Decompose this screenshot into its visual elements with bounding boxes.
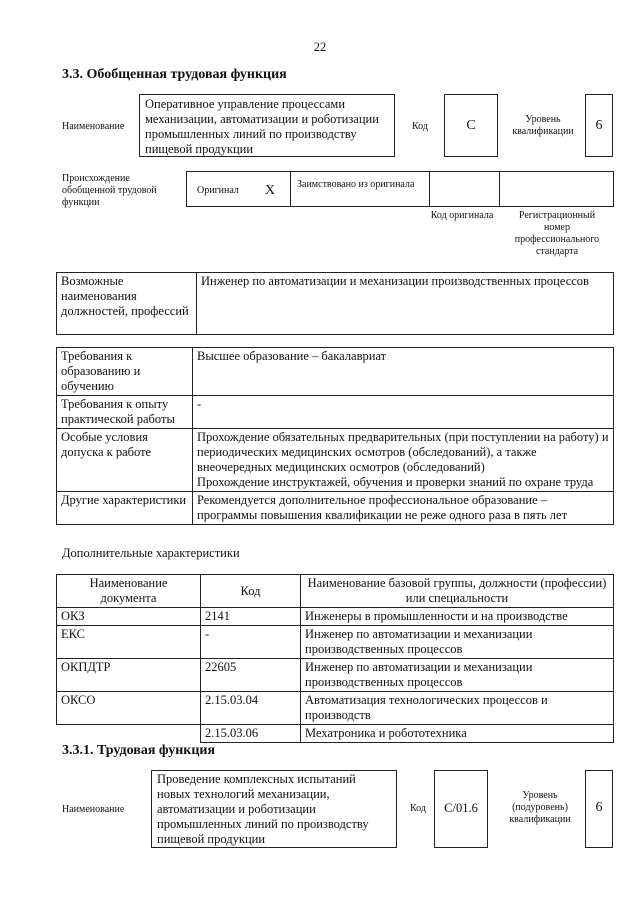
level-label: Уровень (подуровень) квалификации [509,790,571,825]
table-row [57,659,614,692]
requirement-label: Другие характеристики [57,492,193,525]
requirement-label: Особые условия допуска к работе [57,429,193,492]
name-cell: Инженер по автоматизации и механизации производственных процессов [301,659,614,692]
name-label: Наименование [62,804,125,815]
level-box [585,94,613,157]
positions-value: Инженер по автоматизации и механизации производственных процессов [197,273,614,335]
code-cell: 2.15.03.04 [201,692,301,725]
section-heading: 3.3. Обобщенная трудовая функция [62,67,287,82]
table-row [57,725,614,743]
doc-cell: ОКПДТР [57,659,201,692]
requirement-row [57,396,614,429]
requirements-table [56,347,614,525]
requirement-value: - [193,396,614,429]
positions-table [56,272,614,335]
requirement-value [193,429,614,492]
name-cell: Инженеры в промышленности и на производстве [301,608,614,626]
origin-table [186,171,614,207]
code-box [444,94,498,157]
name-value: Оперативное управление процессами механизации, автоматизации и роботизации промышленных линий по производству пищевой продукции [139,94,395,157]
origin-divider-3 [499,171,500,207]
reg-caption: Регистрационный номер профессионального стандарта [514,210,600,257]
borrowed-label: Заимствовано из оригинала [297,179,415,190]
origin-label: Происхождение обобщенной трудовой функции [62,173,157,208]
code-label: Код [410,803,426,814]
additional-header-row [57,575,614,608]
level-box [585,770,613,848]
code-box [434,770,488,848]
name-label: Наименование [62,121,125,132]
requirement-row [57,492,614,525]
additional-table [56,574,614,743]
level-label: Уровень квалификации [512,114,574,137]
code-value: C/01.6 [444,801,478,815]
page-number: 22 [313,40,327,54]
table-row [57,626,614,659]
requirement-value-line: Прохождение обязательных предварительных (при поступлении на работу) и периодических медицинских осмотров (обследований), а также внеочередных медицинских осмотров (обследований) [197,430,609,474]
code-label: Код [412,121,428,132]
doc-cell [57,725,201,743]
level-value: 6 [595,118,603,133]
code-cell: 22605 [201,659,301,692]
doc-cell: ОКСО [57,692,201,725]
doc-cell: ОКЗ [57,608,201,626]
requirement-row [57,348,614,396]
code-caption: Код оригинала [430,210,494,221]
code-cell: 2.15.03.06 [201,725,301,743]
name-cell: Инженер по автоматизации и механизации производственных процессов [301,626,614,659]
requirement-label: Требования к опыту практической работы [57,396,193,429]
code-cell: - [201,626,301,659]
name-cell: Мехатроника и робототехника [301,725,614,743]
doc-cell: ЕКС [57,626,201,659]
header-cell: Наименование базовой группы, должности (профессии) или специальности [301,575,614,608]
requirement-value: Рекомендуется дополнительное профессиональное образование – программы повышения квалификации не реже одного раза в пять лет [193,492,614,525]
positions-label: Возможные наименования должностей, профессий [57,273,197,335]
header-cell: Код [201,575,301,608]
original-label: Оригинал [197,185,239,196]
requirement-value-line: Прохождение инструктажей, обучения и проверки знаний по охране труда [197,475,594,489]
level-value: 6 [595,800,603,815]
table-row [57,608,614,626]
subsection-heading: 3.3.1. Трудовая функция [62,743,216,758]
origin-divider-1 [290,171,291,207]
code-value: C [466,118,476,133]
original-mark: X [265,183,276,198]
requirement-row [57,429,614,492]
name-value: Проведение комплексных испытаний новых технологий механизации, автоматизации и роботизации промышленных линий по производству пищевой продукции [151,770,397,848]
origin-divider-2 [429,171,430,207]
requirement-label: Требования к образованию и обучению [57,348,193,396]
additional-title: Дополнительные характеристики [62,546,240,560]
code-cell: 2141 [201,608,301,626]
table-row [57,692,614,725]
requirement-value: Высшее образование – бакалавриат [193,348,614,396]
name-cell: Автоматизация технологических процессов и производств [301,692,614,725]
header-cell: Наименование документа [57,575,201,608]
